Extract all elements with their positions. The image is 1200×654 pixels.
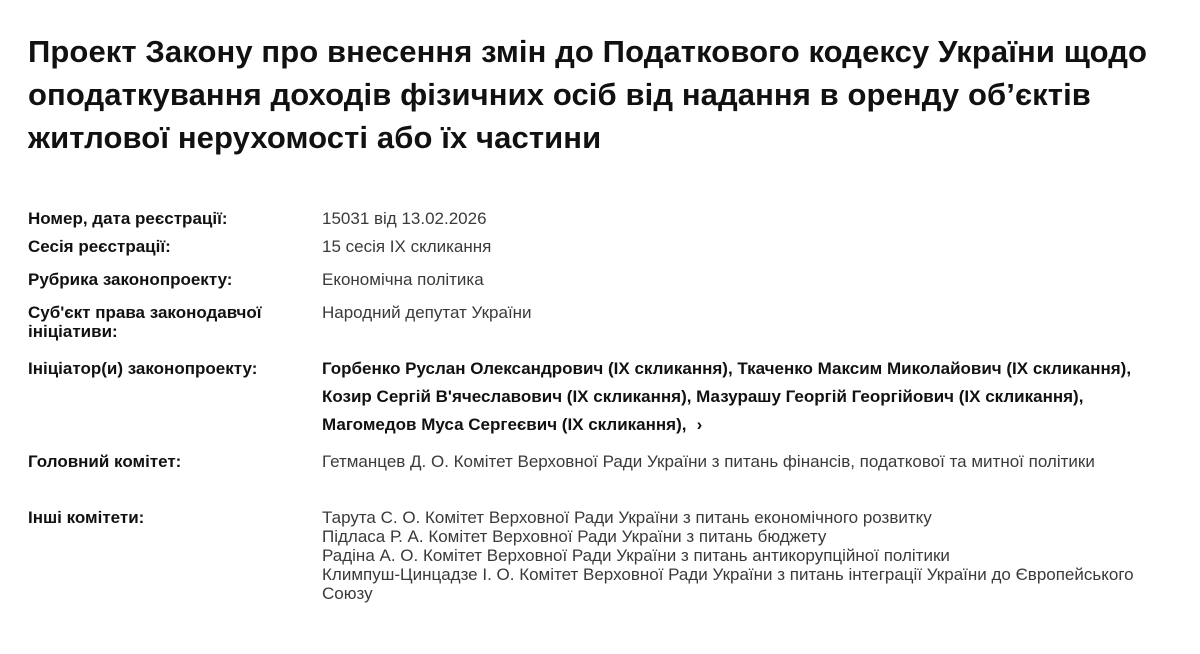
other-committees-value [322,508,1168,603]
main-committee-value: Гетманцев Д. О. Комітет Верховної Ради України з питань фінансів, податкової та митної політики [322,452,1095,471]
subject-value: Народний депутат України [322,303,532,322]
subject-label: Суб'єкт права законодавчої ініціативи: [28,303,262,341]
page-title: Проект Закону про внесення змін до Податкового кодексу України щодо оподаткування доходів фізичних осіб від надання в оренду об’єктів житлової нерухомості або їх частини [28,34,1148,155]
bill-details [28,205,1168,608]
initiators-row [28,355,1168,452]
chevron-right-icon[interactable]: › [696,415,703,434]
rubric-value: Економічна політика [322,270,484,289]
rubric-label: Рубрика законопроекту: [28,270,233,289]
list-item: Радіна А. О. Комітет Верховної Ради України з питань антикорупційної політики [322,546,950,565]
registration-label: Номер, дата реєстрації: [28,209,228,228]
registration-row [28,205,1168,237]
session-row [28,237,1168,270]
subject-row [28,303,1168,355]
main-committee-row [28,452,1168,508]
rubric-row [28,270,1168,303]
other-committees-label: Інші комітети: [28,508,145,527]
initiators-list: Горбенко Руслан Олександрович (IX скликання), Ткаченко Максим Миколайович (IX скликання), Козир Сергій В'ячеславович (IX скликання), Мазурашу Георгій Георгійович (IX скликання), Магомедов Муса Сергеєвич (IX скликання), [322,359,1132,434]
session-label: Сесія реєстрації: [28,237,171,256]
registration-value: 15031 від 13.02.2026 [322,209,487,228]
main-committee-label: Головний комітет: [28,452,182,471]
list-item: Климпуш-Цинцадзе І. О. Комітет Верховної Ради України з питань інтеграції України до Європейського Союзу [322,565,1134,603]
initiators-label: Ініціатор(и) законопроекту: [28,359,258,378]
initiators-value [322,355,1168,439]
list-item: Підласа Р. А. Комітет Верховної Ради України з питань бюджету [322,527,827,546]
list-item: Тарута С. О. Комітет Верховної Ради України з питань економічного розвитку [322,508,932,527]
session-value: 15 сесія IX скликання [322,237,492,256]
other-committees-row [28,508,1168,608]
